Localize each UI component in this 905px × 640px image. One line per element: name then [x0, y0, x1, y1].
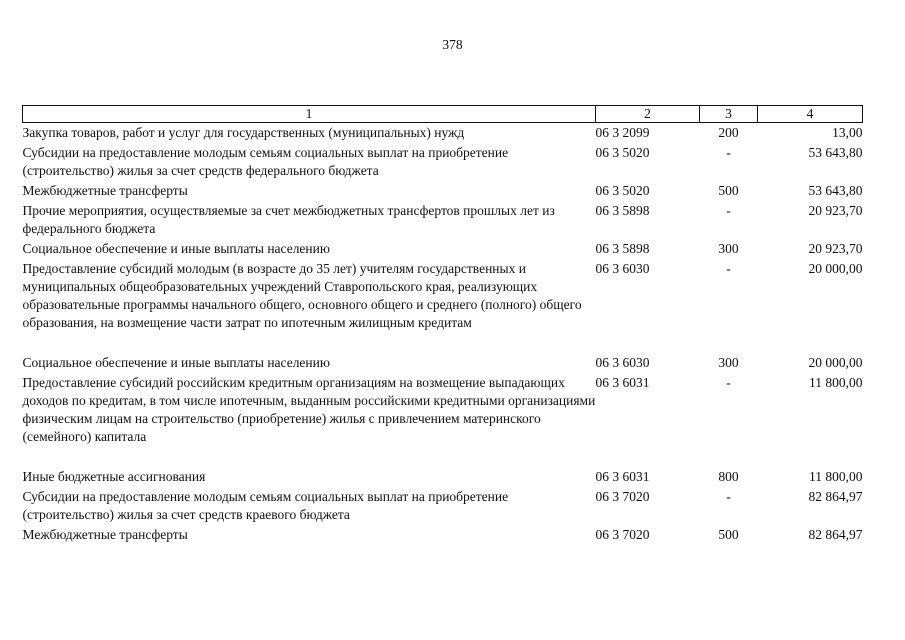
table-row	[23, 259, 863, 333]
row-amount: 20 923,70	[808, 203, 863, 218]
column-header-1: 1	[23, 106, 596, 123]
row-amount: 20 923,70	[808, 241, 863, 256]
table-row	[23, 201, 863, 239]
table-row	[23, 123, 863, 144]
row-type: -	[726, 145, 731, 160]
column-header-2: 2	[596, 106, 700, 123]
row-name: Закупка товаров, работ и услуг для государственных (муниципальных) нужд	[22, 125, 465, 140]
row-name: Прочие мероприятия, осуществляемые за счет межбюджетных трансфертов прошлых лет из федерального бюджета	[22, 203, 555, 236]
row-type: 800	[718, 469, 739, 484]
row-code: 06 3 5898	[595, 203, 650, 218]
table-row	[23, 487, 863, 525]
row-code: 06 3 2099	[595, 125, 650, 140]
table-row	[23, 525, 863, 545]
row-type: 300	[718, 355, 739, 370]
row-name: Предоставление субсидий российским кредитным организациям на возмещение выпадающих доходов по кредитам, в том числе ипотечным, выданным российскими кредитными организациями физическим лицам на строительство (приобретение) жилья с привлечением материнского (семейного) капитала	[22, 375, 596, 444]
row-amount: 82 864,97	[808, 489, 863, 504]
table-header-row	[23, 106, 863, 123]
table-row	[23, 373, 863, 447]
row-amount: 53 643,80	[808, 183, 863, 198]
row-name: Субсидии на предоставление молодым семьям социальных выплат на приобретение (строительство) жилья за счет средств федерального бюджета	[22, 145, 509, 178]
row-code: 06 3 5898	[595, 241, 650, 256]
table-row	[23, 353, 863, 373]
row-name: Социальное обеспечение и иные выплаты населению	[22, 241, 330, 256]
row-type: 500	[718, 183, 739, 198]
column-header-3: 3	[700, 106, 758, 123]
row-type: -	[726, 261, 731, 276]
row-code: 06 3 6031	[595, 375, 650, 390]
row-amount: 20 000,00	[808, 355, 863, 370]
row-type: 200	[718, 125, 739, 140]
row-code: 06 3 5020	[595, 145, 650, 160]
page-number: 378	[442, 37, 463, 52]
row-amount: 53 643,80	[808, 145, 863, 160]
row-type: -	[726, 203, 731, 218]
row-amount: 82 864,97	[808, 527, 863, 542]
row-spacer	[23, 333, 863, 353]
table-row	[23, 467, 863, 487]
row-name: Межбюджетные трансферты	[22, 527, 188, 542]
row-type: -	[726, 489, 731, 504]
row-amount: 11 800,00	[809, 375, 863, 390]
budget-table	[22, 105, 863, 545]
table-row	[23, 239, 863, 259]
row-spacer	[23, 447, 863, 467]
row-name: Иные бюджетные ассигнования	[22, 469, 206, 484]
table-row	[23, 143, 863, 181]
row-name: Предоставление субсидий молодым (в возрасте до 35 лет) учителям государственных и муниципальных общеобразовательных учреждений Ставропольского края, реализующих образовательные программы начального общего, основного общего и среднего (полного) общего образования, на возмещение части затрат по ипотечным жилищным кредитам	[22, 261, 582, 330]
row-amount: 11 800,00	[809, 469, 863, 484]
row-code: 06 3 7020	[595, 489, 650, 504]
row-name: Межбюджетные трансферты	[22, 183, 188, 198]
row-type: 500	[718, 527, 739, 542]
row-code: 06 3 5020	[595, 183, 650, 198]
column-header-4: 4	[758, 106, 863, 123]
row-code: 06 3 6030	[595, 261, 650, 276]
row-type: -	[726, 375, 731, 390]
row-code: 06 3 6031	[595, 469, 650, 484]
row-type: 300	[718, 241, 739, 256]
row-amount: 13,00	[832, 125, 863, 140]
row-amount: 20 000,00	[808, 261, 863, 276]
table-row	[23, 181, 863, 201]
row-name: Социальное обеспечение и иные выплаты населению	[22, 355, 330, 370]
row-code: 06 3 7020	[595, 527, 650, 542]
row-name: Субсидии на предоставление молодым семьям социальных выплат на приобретение (строительство) жилья за счет средств краевого бюджета	[22, 489, 509, 522]
row-code: 06 3 6030	[595, 355, 650, 370]
